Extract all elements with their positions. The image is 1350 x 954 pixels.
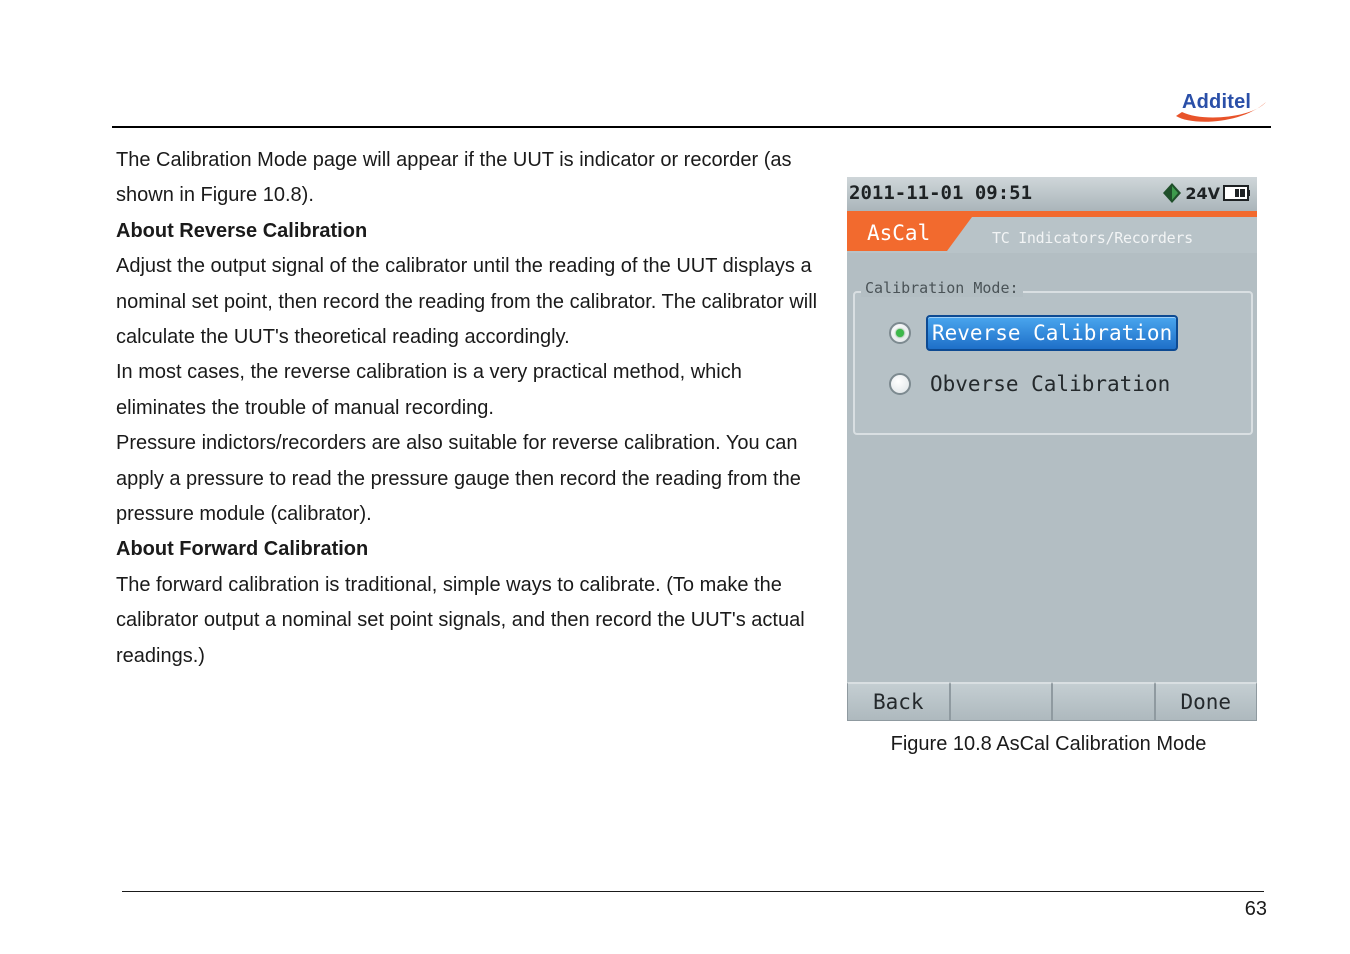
- battery-icon: [1223, 184, 1251, 202]
- signal-icon: [1162, 182, 1182, 204]
- back-button[interactable]: Back: [847, 682, 950, 721]
- softkey-3[interactable]: [1052, 682, 1155, 721]
- paragraph-intro: The Calibration Mode page will appear if the UUT is indicator or recorder (as shown in Figure 10.8).: [116, 149, 792, 207]
- option-reverse-calibration-label[interactable]: Reverse Calibration: [926, 315, 1178, 351]
- option-reverse-calibration[interactable]: [889, 315, 1178, 351]
- status-bar: [847, 177, 1257, 211]
- option-obverse-calibration[interactable]: [889, 366, 1174, 402]
- logo-text: Additel: [1182, 91, 1252, 113]
- paragraph-forward-description: The forward calibration is traditional, simple ways to calibrate. (To make the calibrator output a nominal set point signals, and then record the UUT's actual readings.): [116, 573, 805, 667]
- page-number: 63: [1244, 898, 1267, 920]
- device-screen: [847, 177, 1257, 721]
- status-indicators: [1162, 182, 1251, 204]
- tab-row: [847, 217, 1257, 253]
- figure-caption: Figure 10.8 AsCal Calibration Mode: [890, 733, 1207, 755]
- footer-rule: [122, 891, 1264, 892]
- voltage-readout: 24V: [1185, 183, 1220, 203]
- tab-ascal-label: AsCal: [867, 221, 931, 245]
- heading-forward-calibration: About Forward Calibration: [116, 538, 369, 561]
- body-text: [116, 143, 828, 674]
- calibration-mode-group: [853, 291, 1253, 435]
- paragraph-reverse-description: Adjust the output signal of the calibrator until the reading of the UUT displays a nominal set point, then record the reading from the calibrator. The calibrator will calculate the UUT's theoretical reading accordingly.: [116, 255, 818, 349]
- header-rule: [112, 126, 1271, 128]
- tab-tc-indicators-recorders[interactable]: TC Indicators/Recorders: [992, 229, 1193, 247]
- paragraph-pressure: Pressure indictors/recorders are also suitable for reverse calibration. You can apply a pressure to read the pressure gauge then record the reading from the pressure module (calibrator).: [116, 432, 801, 526]
- softkey-bar: [847, 682, 1257, 721]
- softkey-2[interactable]: [950, 682, 1053, 721]
- calibration-mode-legend: Calibration Mode:: [861, 279, 1023, 297]
- done-button[interactable]: Done: [1155, 682, 1258, 721]
- radio-reverse-calibration[interactable]: [889, 322, 911, 344]
- additel-logo: [1172, 88, 1270, 126]
- paragraph-reverse-practical: In most cases, the reverse calibration is a very practical method, which eliminates the trouble of manual recording.: [116, 361, 742, 419]
- heading-reverse-calibration: About Reverse Calibration: [116, 219, 368, 242]
- datetime: 2011-11-01 09:51: [849, 182, 1033, 204]
- radio-obverse-calibration[interactable]: [889, 373, 911, 395]
- option-obverse-calibration-label[interactable]: Obverse Calibration: [930, 372, 1171, 396]
